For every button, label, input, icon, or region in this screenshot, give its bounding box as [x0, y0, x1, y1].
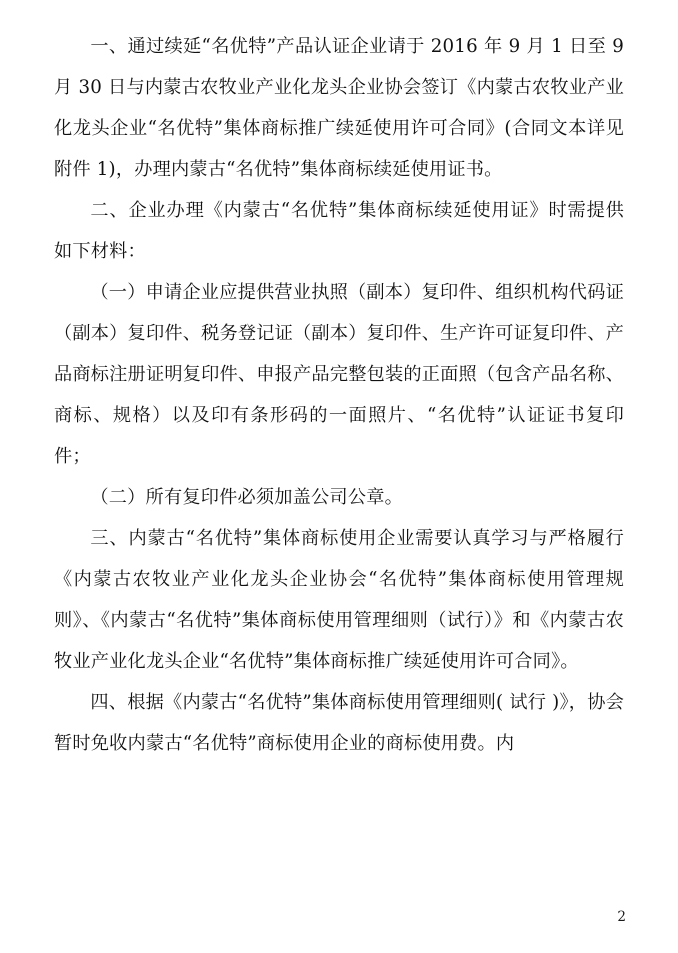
page-number: 2	[617, 909, 626, 925]
document-body	[54, 26, 624, 764]
paragraph-1: 一、通过续延“名优特”产品认证企业请于 2016 年 9 月 1 日至 9 月 30 日与内蒙古农牧业产业化龙头企业协会签订《内蒙古农牧业产业化龙头企业“名优特”集体商标推广续延使用许可合同》(合同文本详见附件 1)，办理内蒙古“名优特”集体商标续延使用证书。	[54, 36, 624, 180]
paragraph-6: 四、根据《内蒙古“名优特”集体商标使用管理细则( 试行 )》，协会暂时免收内蒙古“名优特”商标使用企业的商标使用费。内	[54, 692, 624, 754]
paragraph-3: （一）申请企业应提供营业执照（副本）复印件、组织机构代码证（副本）复印件、税务登记证（副本）复印件、生产许可证复印件、产品商标注册证明复印件、申报产品完整包装的正面照（包含产品名称、商标、规格）以及印有条形码的一面照片、“名优特”认证证书复印件；	[54, 282, 625, 467]
paragraph-4: （二）所有复印件必须加盖公司公章。	[90, 487, 403, 508]
paragraph-5: 三、内蒙古“名优特”集体商标使用企业需要认真学习与严格履行《内蒙古农牧业产业化龙头企业协会“名优特”集体商标使用管理规则》、《内蒙古“名优特”集体商标使用管理细则（试行）》和《内蒙古农牧业产业化龙头企业“名优特”集体商标推广续延使用许可合同》。	[54, 528, 624, 672]
paragraph-2: 二、企业办理《内蒙古“名优特”集体商标续延使用证》时需提供如下材料：	[54, 200, 624, 262]
